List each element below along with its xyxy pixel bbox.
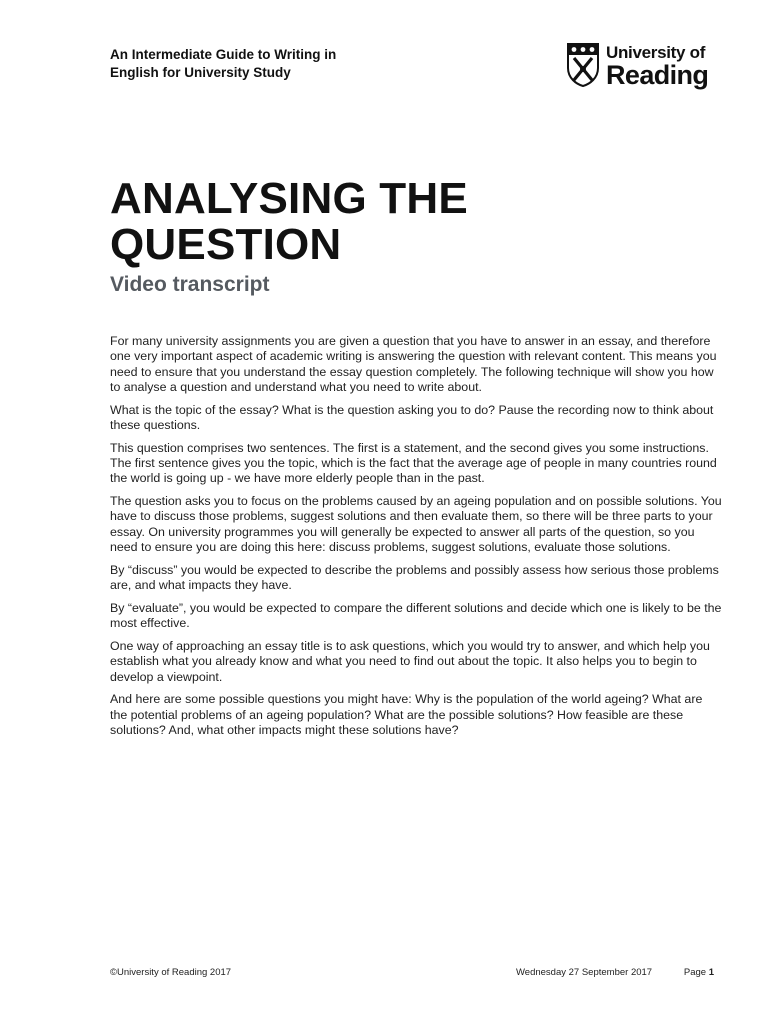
logo-text-line2: Reading: [606, 60, 709, 90]
body-paragraph: By “discuss” you would be expected to describe the problems and possibly assess how serious those problems are, and what impacts they have.: [110, 562, 719, 593]
body-paragraph: For many university assignments you are given a question that you have to answer in an essay, and therefore one very important aspect of academic writing is answering the question with relevant content. This means you need to ensure that you understand the essay question completely. The following technique will show you how to analyse a question and understand what you need to write about.: [110, 334, 717, 394]
university-crest-icon: [566, 42, 600, 88]
body-paragraph: What is the topic of the essay? What is the question asking you to do? Pause the recording now to think about these questions.: [110, 402, 714, 432]
page-footer: [110, 967, 714, 981]
body-paragraph: By “evaluate”, you would be expected to compare the different solutions and decide which one is likely to be the most effective.: [110, 600, 722, 631]
body-paragraph: One way of approaching an essay title is to ask questions, which you would try to answer, and which help you establish what you already know and what you need to find out about the topic. It also helps you to begin to develop a viewpoint.: [110, 639, 710, 684]
document-body: [110, 334, 722, 746]
guide-title-line1: An Intermediate Guide to Writing in: [110, 47, 337, 62]
body-paragraph: The question asks you to focus on the problems caused by an ageing population and on possible solutions. You have to discuss those problems, suggest solutions and then evaluate them, so there will be three parts to your essay. On university programmes you will generally be expected to answer all parts of the question, so you need to ensure you are doing this here: discuss problems, suggest solutions, evaluate those solutions.: [110, 494, 722, 555]
university-logo: [566, 42, 722, 94]
guide-title: [110, 46, 440, 82]
body-paragraph: This question comprises two sentences. The first is a statement, and the second gives you some instructions. The first sentence gives you the topic, which is the fact that the average age of people in many countries round the world is going up - we have more elderly people than in the past.: [110, 440, 717, 486]
footer-page-number: [684, 967, 714, 978]
footer-page-label: Page: [683, 967, 707, 978]
document-subtitle: Video transcript: [110, 273, 270, 296]
guide-title-line2: English for University Study: [110, 65, 291, 80]
logo-text-line1: University of: [606, 43, 706, 62]
document-title-line1: ANALYSING THE: [110, 174, 468, 223]
document-title: [110, 176, 670, 268]
body-paragraph: And here are some possible questions you might have: Why is the population of the world ageing? What are the potential problems of an ageing population? What are the possible solutions? How feasible are these solutions? And, what other impacts might these solutions have?: [110, 692, 703, 738]
document-title-line2: QUESTION: [110, 220, 342, 269]
footer-date: Wednesday 27 September 2017: [516, 967, 653, 978]
footer-copyright: ©University of Reading 2017: [110, 967, 232, 978]
footer-page-value: 1: [708, 967, 714, 978]
